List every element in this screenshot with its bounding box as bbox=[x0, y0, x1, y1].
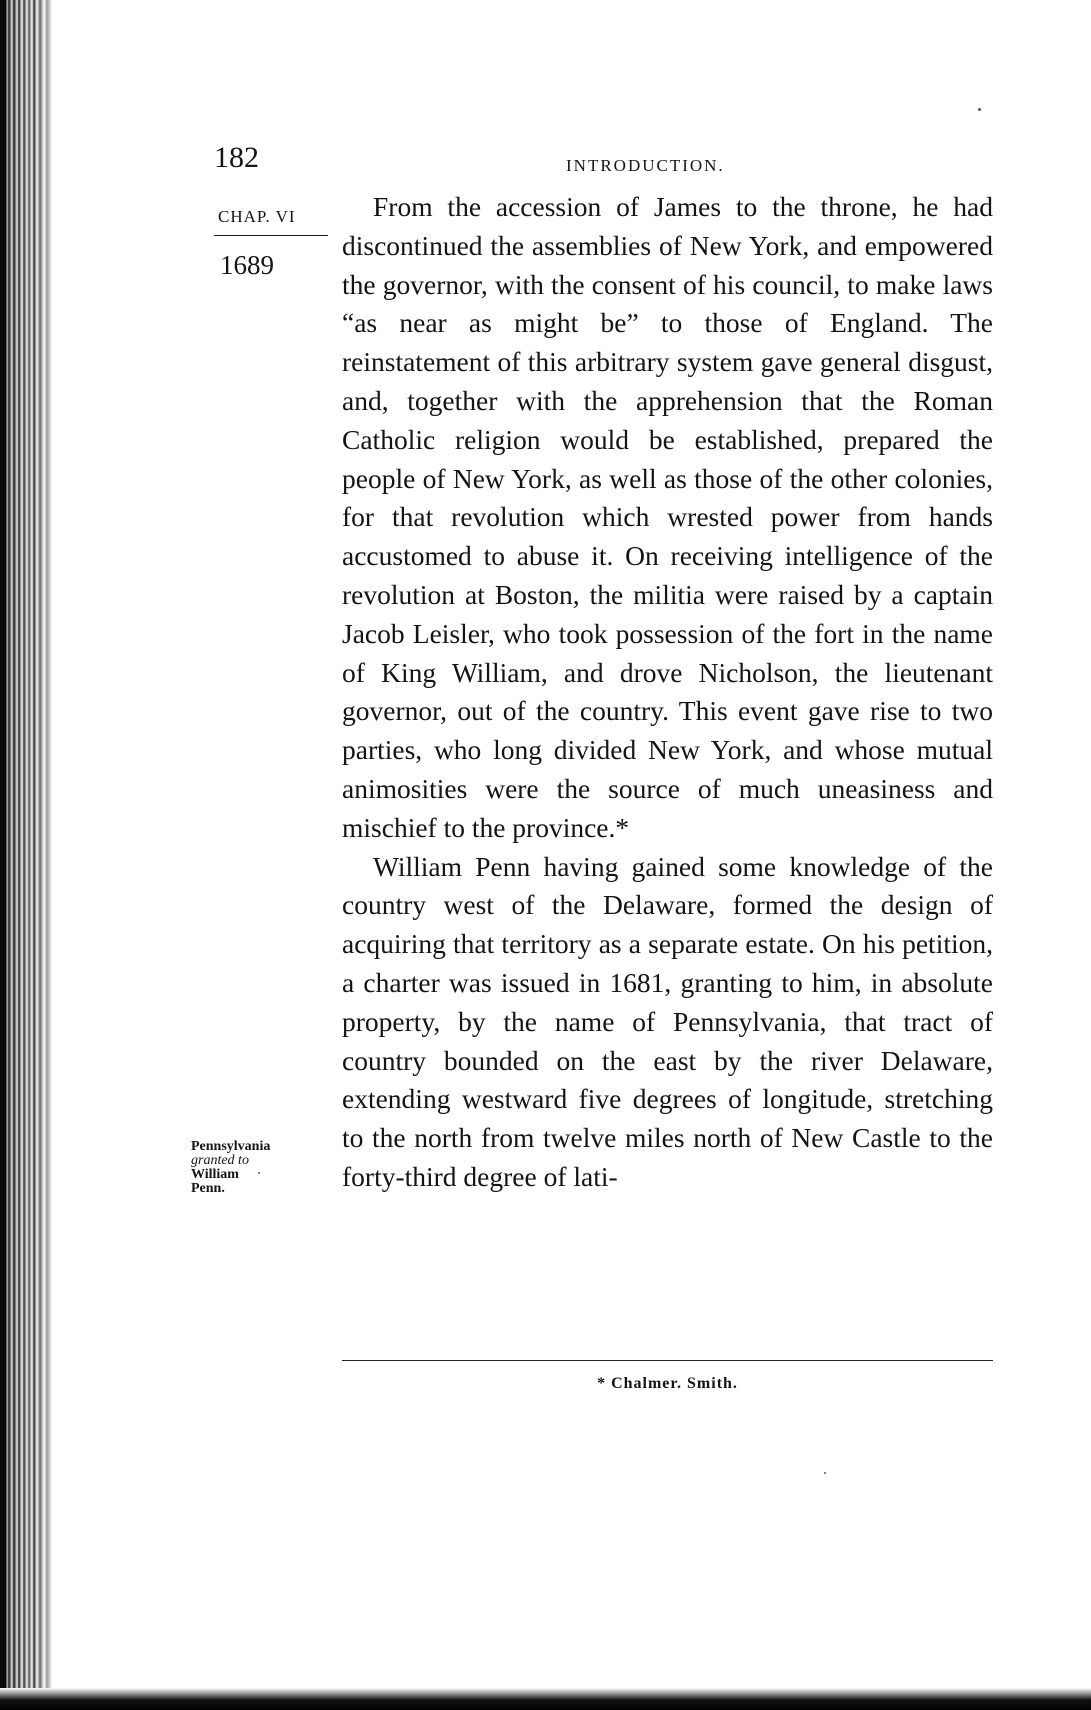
footnote-rule bbox=[342, 1360, 993, 1361]
side-note-line: Penn. bbox=[191, 1181, 225, 1196]
side-note-line: Pennsylvania bbox=[191, 1139, 271, 1154]
margin-year: 1689 bbox=[220, 250, 274, 280]
paragraph: From the accession of James to the throne, he had discontinued the assemblies of New York, and empowered the governor, with the consent of his council, to make laws “as near as might be” to those of England. The reinstatement of this arbitrary system gave general disgust, and, together with the apprehension that the Roman Catholic religion would be established, prepared the people of New York, as well as those of the other colonies, for that revolution which wrested power from hands accustomed to abuse it. On receiving intelligence of the revolution at Boston, the militia were raised by a captain Jacob Leisler, who took possession of the fort in the name of King William, and drove Nicholson, the lieutenant governor, out of the country. This event gave rise to two parties, who long divided New York, and whose mutual animosities were the source of much uneasiness and mischief to the province.* bbox=[342, 191, 993, 843]
page-number: 182 bbox=[214, 141, 259, 174]
chapter-label: CHAP. VI bbox=[218, 207, 296, 226]
side-note bbox=[191, 1140, 321, 1196]
side-note-line: William bbox=[191, 1167, 239, 1182]
scan-speck bbox=[824, 1472, 826, 1474]
binding-edge bbox=[0, 0, 58, 1710]
body-text bbox=[342, 188, 993, 1197]
chapter-rule bbox=[214, 235, 328, 236]
scan-speck bbox=[978, 108, 981, 111]
footnote: * Chalmer. Smith. bbox=[597, 1375, 738, 1392]
side-note-line: granted to bbox=[191, 1153, 249, 1168]
scan-bottom-edge bbox=[0, 1688, 1091, 1710]
paragraph: William Penn having gained some knowledge of the country west of the Delaware, formed the design of acquiring that territory as a separate estate. On his petition, a charter was issued in 1681, granting to him, in absolute property, by the name of Pennsylvania, that tract of country bounded on the east by the river Delaware, extending westward five degrees of longitude, stretching to the north from twelve miles north of New Castle to the forty-third degree of lati- bbox=[342, 850, 993, 1192]
running-head: INTRODUCTION. bbox=[566, 156, 725, 175]
